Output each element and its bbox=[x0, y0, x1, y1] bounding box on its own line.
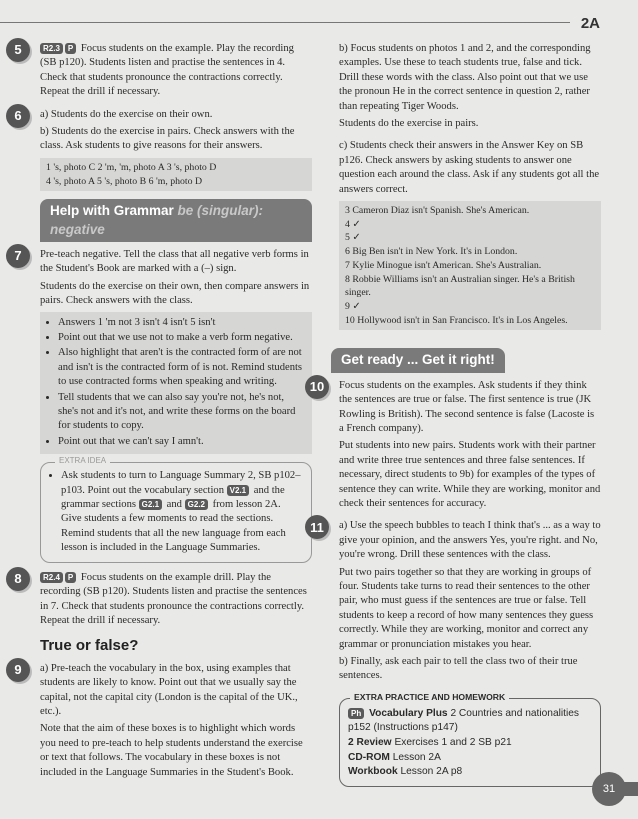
step-5 bbox=[14, 42, 312, 100]
grammar-subtitle: be (singular): negative bbox=[50, 203, 264, 237]
recording-badge: R2.3 bbox=[40, 43, 63, 54]
extra-text: and bbox=[166, 499, 182, 511]
homework-line bbox=[348, 736, 592, 750]
step-8-text: Focus students on the example drill. Play the recording (SB p120). Students listen and practise the sentences in 7. Check that students pronounce the contractions correctly. Repeat the drill if necessary. bbox=[40, 571, 307, 626]
step-11a: a) Use the speech bubbles to teach I think that's ... as a way to give your opinion, and the answers Yes, you're right. and No, you're wrong. Drill these sentences with the class. bbox=[339, 520, 601, 561]
answer-box bbox=[339, 201, 601, 330]
step-9c-text: c) Students check their answers in the Answer Key on SB p126. Check answers by asking students to answer one question each around the class. Ask if any students got all the answers correct. bbox=[339, 140, 600, 195]
extra-idea-label: EXTRA IDEA bbox=[55, 456, 110, 467]
answer-line: 6 Big Ben isn't in New York. It's in London. bbox=[345, 246, 518, 258]
answer-line: 9 ✓ bbox=[345, 300, 361, 312]
step-number: 8 bbox=[6, 567, 30, 591]
extra-text: and the grammar sections bbox=[61, 484, 285, 511]
section-title: True or false? bbox=[40, 637, 139, 655]
right-column bbox=[309, 42, 601, 787]
step-7-p2: Students do the exercise on their own, then compare answers in pairs. Check answers with the class. bbox=[40, 280, 310, 307]
step-7-p1: Pre-teach negative. Tell the class that all negative verb forms in the Student's Book are marked with a (–) sign. bbox=[40, 248, 309, 275]
grammar-title: Help with Grammar bbox=[50, 203, 174, 219]
list-item: • Tell students that we can also say you're not, he's not, she's not and it's not, and write these forms on the board for students to copy. bbox=[58, 391, 304, 434]
answer-line: 1 's, photo C 2 'm, 'm, photo A 3 's, photo D bbox=[46, 161, 217, 173]
page-edge-tab bbox=[624, 782, 638, 796]
left-column bbox=[14, 42, 312, 788]
step-number: 9 bbox=[6, 658, 30, 682]
homework-item-text: Exercises 1 and 2 SB p21 bbox=[394, 736, 512, 748]
answer-line: 7 Kylie Minogue isn't American. She's Australian. bbox=[345, 259, 542, 271]
extra-idea-box bbox=[40, 456, 312, 562]
homework-item-title: 2 Review bbox=[348, 736, 392, 748]
homework-item-text: Lesson 2A bbox=[392, 751, 441, 763]
page-number: 31 bbox=[592, 772, 626, 806]
answer-line: 4 ✓ bbox=[345, 218, 361, 230]
list-item: • Answers 1 'm not 3 isn't 4 isn't 5 isn't bbox=[58, 316, 304, 330]
photocopiable-badge: Ph bbox=[348, 708, 364, 719]
list-item: • Point out that we use not to make a verb form negative. bbox=[58, 331, 304, 345]
answer-line: 4 's, photo A 5 's, photo B 6 'm, photo D bbox=[46, 175, 203, 187]
step-text bbox=[40, 571, 312, 629]
extra-idea-text bbox=[61, 469, 303, 555]
step-11 bbox=[310, 519, 601, 683]
homework-item-text: Lesson 2A p8 bbox=[400, 766, 463, 778]
pronunciation-badge: P bbox=[65, 572, 76, 583]
homework-label: EXTRA PRACTICE AND HOMEWORK bbox=[350, 692, 509, 704]
step-6 bbox=[14, 107, 312, 192]
step-number: 6 bbox=[6, 104, 30, 128]
list-item: • Point out that we can't say I amn't. bbox=[58, 435, 304, 449]
step-text bbox=[40, 42, 312, 100]
pronunciation-badge: P bbox=[65, 43, 76, 54]
homework-item-title: Workbook bbox=[348, 766, 398, 778]
grammar-badge: G2.1 bbox=[139, 499, 162, 510]
step-10-p2: Put students into new pairs. Students work with their partner and write three true sentences and three false sentences. If necessary, direct students to 9b) for examples of the types of sentence they can write. While they are working, monitor and check their sentences for accuracy. bbox=[339, 440, 601, 509]
recording-badge: R2.4 bbox=[40, 572, 63, 583]
answer-line: 8 Robbie Williams isn't an Australian singer. He's a British singer. bbox=[345, 273, 575, 299]
step-9b bbox=[339, 42, 601, 131]
homework-item-title: Vocabulary Plus bbox=[369, 707, 448, 719]
grammar-heading bbox=[40, 199, 312, 242]
step-6b: b) Students do the exercise in pairs. Check answers with the class. Ask students to give reasons for their answers. bbox=[40, 126, 295, 152]
homework-item-title: CD-ROM bbox=[348, 751, 390, 763]
step-9a: a) Pre-teach the vocabulary in the box, using examples that students are likely to know. Point out that we usually say the capital, not the capital city (London is the capital of the UK., etc.). bbox=[40, 662, 298, 717]
answer-line: 10 Hollywood isn't in San Francisco. It's in Los Angeles. bbox=[345, 314, 568, 326]
step-9b-text2: Students do the exercise in pairs. bbox=[339, 118, 479, 130]
step-5-text: Focus students on the example. Play the recording (SB p120). Students listen and practise the sentences in 4. Check that students pronounce the contractions correctly. Repeat the drill if necessary. bbox=[40, 43, 294, 98]
answer-box bbox=[40, 158, 312, 191]
grammar-badge: G2.2 bbox=[185, 499, 208, 510]
list-item: • Also highlight that aren't is the contracted form of are not and isn't is the contracted form of is not. Remind students to use contracted forms when speaking and writing. bbox=[58, 346, 304, 389]
homework-line bbox=[348, 765, 592, 779]
step-number: 11 bbox=[305, 515, 329, 539]
step-9c bbox=[339, 139, 601, 330]
step-8 bbox=[14, 570, 312, 629]
homework-line bbox=[348, 707, 592, 735]
get-ready-heading: Get ready ... Get it right! bbox=[331, 348, 505, 372]
header-rule bbox=[0, 22, 570, 23]
step-number: 10 bbox=[305, 375, 329, 399]
step-11b: b) Finally, ask each pair to tell the class two of their true sentences. bbox=[339, 656, 578, 682]
homework-item-text: 2 Countries and nationalities p152 (Instructions p147) bbox=[348, 707, 579, 733]
step-9-note: Note that the aim of these boxes is to highlight which words you need to pre-teach to help students understand the exercise or text that follows. The vocabulary in these boxes is not included in the Language Summaries in the Student's Book. bbox=[40, 723, 303, 778]
answer-line: 3 Cameron Diaz isn't Spanish. She's American. bbox=[345, 205, 530, 217]
step-10 bbox=[309, 378, 601, 512]
grammar-notes-list bbox=[40, 312, 312, 455]
step-number: 5 bbox=[6, 38, 30, 62]
unit-label: 2A bbox=[580, 15, 600, 32]
answer-line: 5 ✓ bbox=[345, 232, 361, 244]
step-9 bbox=[14, 661, 312, 780]
step-number: 7 bbox=[6, 244, 30, 268]
vocab-badge: V2.1 bbox=[227, 485, 249, 496]
step-11-p2: Put two pairs together so that they are working in groups of four. Students take turns to read their sentences to the other pair, who must guess if the sentences are true or false. Tell students to keep a record of how many sentences they guess correctly. While they are working, monitor and correct any grammar or pronunciation mistakes you hear. bbox=[339, 566, 594, 650]
extra-text: Ask students to turn to Language Summary 2, SB p102–p103. Point out the vocabulary section bbox=[61, 470, 301, 496]
extra-text: from lesson 2A. Give students a few moments to read the sections. Remind students that all the new language from each lesson is included in the Language Summaries. bbox=[61, 499, 286, 554]
homework-box bbox=[339, 691, 601, 787]
step-9b-text: b) Focus students on photos 1 and 2, and the corresponding examples. Use these to teach students true, false and tick. Drill these words with the class. Also point out that we use the pronoun He in the correct sentence in question 2, rather than repeating Tiger Woods. bbox=[339, 43, 591, 112]
step-10-p1: Focus students on the examples. Ask students if they think the sentences are true or false. The first sentence is true (JK Rowling is British). The second sentence is false (Lacoste is a French company). bbox=[339, 379, 595, 434]
step-6a: a) Students do the exercise on their own. bbox=[40, 108, 213, 120]
step-7 bbox=[14, 248, 312, 454]
homework-line bbox=[348, 751, 592, 765]
